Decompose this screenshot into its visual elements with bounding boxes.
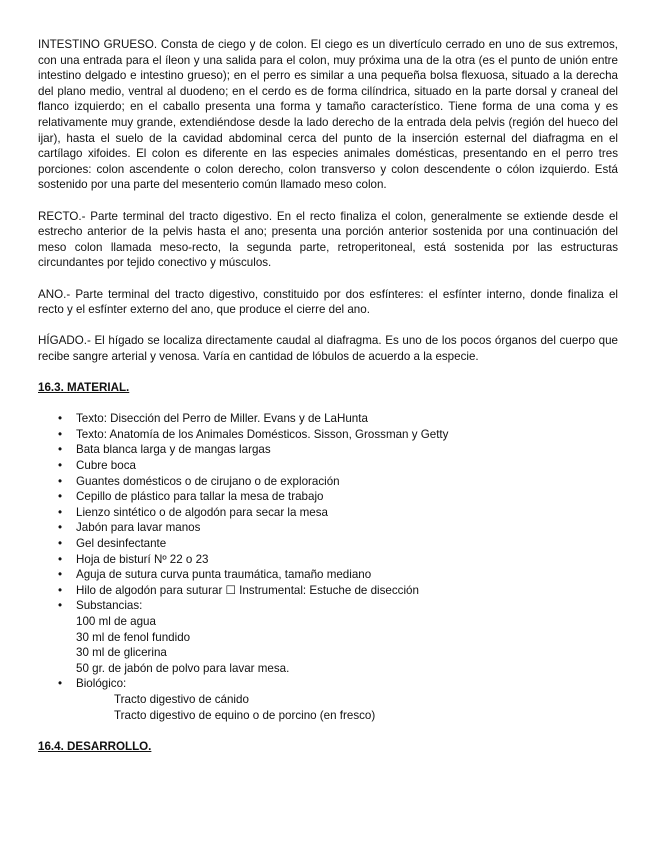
list-item-text: Hilo de algodón para suturar ☐ Instrumental: Estuche de disección: [76, 583, 419, 597]
list-item: [38, 552, 618, 568]
list-item-substances: [38, 598, 618, 676]
bullet-icon: •: [58, 537, 63, 550]
list-item-text: Texto: Disección del Perro de Miller. Evans y de LaHunta: [76, 412, 368, 426]
list-item-text: Texto: Anatomía de los Animales Domésticos. Sisson, Grossman y Getty: [76, 427, 449, 441]
paragraph-higado: HÍGADO.- El hígado se localiza directamente caudal al diafragma. Es uno de los pocos órganos del cuerpo que recibe sangre arterial y venosa. Varía en cantidad de lóbulos de acuerdo a la especie.: [38, 334, 618, 363]
list-item-text: Gel desinfectante: [76, 537, 167, 550]
bullet-icon: •: [58, 459, 63, 473]
list-item-text: Lienzo sintético o de algodón para secar la mesa: [76, 505, 328, 519]
list-item-text: Bata blanca larga y de mangas largas: [76, 443, 271, 457]
biological-item: Tracto digestivo de cánido: [114, 692, 249, 706]
list-item-text: Guantes domésticos o de cirujano o de exploración: [76, 474, 340, 488]
list-item-text: Cepillo de plástico para tallar la mesa de trabajo: [76, 490, 324, 504]
paragraph-intestino-grueso: INTESTINO GRUESO. Consta de ciego y de colon. El ciego es un divertículo cerrado en uno de sus extremos, con una entrada para el íleon y una salida para el colon, muy próxima una de la otra (es el punto de unión entre intestino delgado e intestino grueso); en el perro es similar a una pequeña bolsa flexuosa, situado a la derecha del plano medio, ventral al duodeno; en el cerdo es de forma cilíndrica, situado en la parte dorsal y craneal del flanco izquierdo; en el caballo presenta una forma y tamaño característico. Tiene forma de una coma y es relativamente muy grande, extendiéndose desde la lado derecho de la entrada dela pelvis (región del hueco del ijar), hasta el suelo de la cavidad abdominal cerca del punto de la inserción esternal del diafragma en el cartílago xifoides. El colon es diferente en las especies animales domésticas, presentando en el perro tres porciones: colon ascendente o colon derecho, colon transverso y colon descendente o cólon izquierdo. Está sostenido por una parte del mesenterio común llamado meso colon.: [38, 38, 618, 192]
bullet-icon: •: [58, 490, 63, 504]
list-item: [38, 474, 618, 490]
list-item-biological: [38, 676, 618, 723]
document-page: [38, 37, 618, 770]
biological-label: Biológico:: [76, 677, 127, 691]
material-list: [38, 411, 618, 723]
bullet-icon: •: [58, 599, 63, 613]
bullet-icon: •: [58, 427, 63, 441]
list-item: [38, 442, 618, 458]
list-item: [38, 411, 618, 427]
section-heading-desarrollo: 16.4. DESARROLLO.: [38, 739, 152, 753]
bullet-icon: •: [58, 552, 63, 566]
substances-label: Substancias:: [76, 599, 143, 613]
list-item: [38, 583, 618, 599]
bullet-icon: •: [58, 412, 63, 426]
list-item: [38, 520, 618, 536]
list-item: [38, 489, 618, 505]
substance-item: 100 ml de agua: [76, 614, 156, 628]
section-heading-material: 16.3. MATERIAL.: [38, 381, 130, 395]
list-item: [38, 427, 618, 443]
bullet-icon: •: [58, 474, 63, 488]
list-item: [38, 505, 618, 521]
substance-item: 30 ml de glicerina: [76, 646, 167, 660]
list-item-text: Aguja de sutura curva punta traumática, tamaño mediano: [76, 568, 372, 582]
list-item: [38, 458, 618, 474]
substance-item: 30 ml de fenol fundido: [76, 630, 191, 644]
bullet-icon: •: [58, 568, 63, 582]
biological-item: Tracto digestivo de equino o de porcino (en fresco): [114, 708, 376, 722]
bullet-icon: •: [58, 677, 63, 691]
paragraph-ano: ANO.- Parte terminal del tracto digestivo, constituido por dos esfínteres: el esfínter interno, donde finaliza el recto y el esfínter externo del ano, que produce el cierre del ano.: [38, 287, 618, 317]
list-item: [38, 536, 618, 552]
bullet-icon: •: [58, 505, 63, 519]
list-item-text: Jabón para lavar manos: [76, 521, 201, 535]
substance-item: 50 gr. de jabón de polvo para lavar mesa.: [76, 661, 290, 675]
paragraph-recto: RECTO.- Parte terminal del tracto digestivo. En el recto finaliza el colon, generalmente se extiende desde el estrecho anterior de la pelvis hasta el ano; presenta una porción anterior sostenida por una continuación del meso colon llamada meso-recto, la segunda parte, retroperitoneal, está sostenida por las estructuras circundantes por tejido conectivo y músculos.: [38, 209, 618, 270]
list-item-text: Cubre boca: [76, 459, 136, 473]
bullet-icon: •: [58, 521, 63, 535]
list-item-text: Hoja de bisturí Nº 22 o 23: [76, 552, 209, 566]
list-item: [38, 567, 618, 583]
bullet-icon: •: [58, 443, 63, 457]
bullet-icon: •: [58, 583, 63, 597]
